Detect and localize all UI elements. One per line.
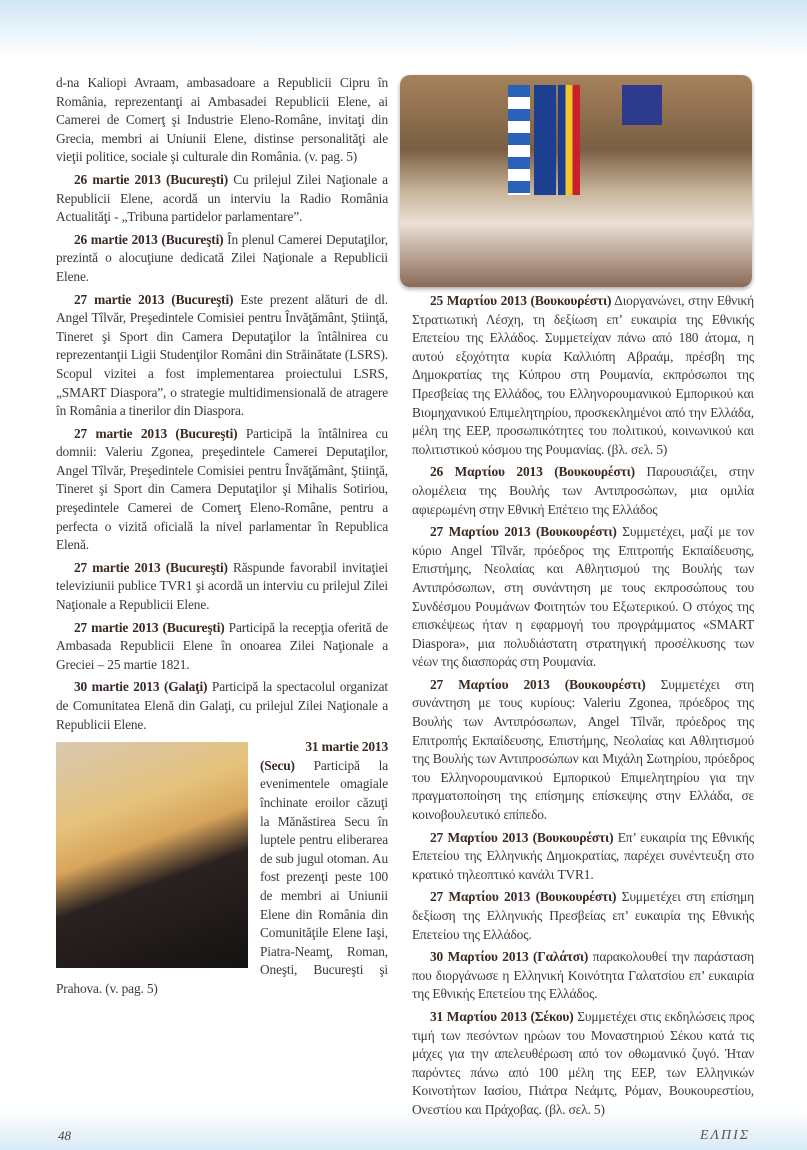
romanian-flag bbox=[558, 85, 580, 195]
entry-text: Επ’ ευκαιρία της Εθνικής Επετείου της Ελληνικής Δημοκρατίας, παρέχει συνέντευξη στο κρατικό τηλεοπτικό κανάλι TVR1. bbox=[412, 829, 754, 882]
entry-date: 27 martie 2013 (Bucureşti) bbox=[74, 291, 234, 307]
photo-bread-offering bbox=[56, 742, 248, 968]
secu-entry bbox=[56, 738, 388, 998]
entry-date: 25 Μαρτίου 2013 (Βουκουρέστι) bbox=[430, 293, 612, 308]
banner bbox=[622, 85, 662, 125]
entry-paragraph bbox=[412, 888, 754, 944]
entry-paragraph bbox=[56, 425, 388, 555]
entry-text: Παρουσιάζει, στην ολομέλεια της Βουλής των Αντιπροσώπων, μια ομιλία αφιερωμένη στην Εθνική Επέτειο της Ελλάδος bbox=[412, 464, 754, 517]
entry-date: 30 Μαρτίου 2013 (Γαλάτσι) bbox=[430, 949, 589, 965]
entry-date: 31 Μαρτίου 2013 (Σέκου) bbox=[430, 1008, 574, 1024]
greek-flag bbox=[508, 85, 530, 195]
entry-date: 27 martie 2013 (Bucureşti) bbox=[74, 619, 225, 635]
entry-paragraph bbox=[56, 619, 388, 675]
entry-date: 27 Μαρτίου 2013 (Βουκουρέστι) bbox=[430, 829, 614, 845]
entry-date: 27 Μαρτίου 2013 (Βουκουρέστι) bbox=[430, 524, 617, 540]
entry-text: Διοργανώνει, στην Εθνική Στρατιωτική Λέσχη, τη δεξίωση επ’ ευκαιρία της Εθνικής Επετείου της Ελλάδος. Συμμετείχαν πάνω από 180 άτομα, η αυτού εξοχότητα κυρία Καλλιόπη Αβραάμ, πρέσβη της Δημοκρατίας της Κύπρου στη Ρουμανία, εκπρόσωποι της Πρεσβείας της Ελλάδος, του Ελληνορουμανικού Εμπορικού και Βιομηχανικού Επιμελητηρίου, προσκεκλημένοι από την Ελλάδα, μέλη της ΕΕΡ, προσωπικότητες του πολιτικού, κοινωνικού και πολιτιστικού κόσμου της Ρουμανίας. (βλ. σελ. 5) bbox=[412, 293, 754, 457]
entry-text: παρακολουθεί την παράσταση που διοργάνωσε η Ελληνική Κοινότητα Γαλατσίου επ’ ευκαιρία της Εθνικής Επετείου της Ελλάδος. bbox=[412, 949, 754, 1002]
header-band bbox=[0, 0, 807, 58]
entry-text: Συμμετέχει στις εκδηλώσεις προς τιμή των πεσόντων ηρώων του Μοναστηριού Σέκου κατά τις μάχες για την απελευθέρωση από τον οθωμανικό ζυγό. Ήταν παρόντες πάνω από 100 μέλη της ΕΕΡ, των Ελληνικών Κοινοτήτων Ιασίου, Πιάτρα Νεάμτς, Ρόμαν, Βουκουρεστίου, Ονεστίου και Πράχοβας. (βλ. σελ. 5) bbox=[412, 1008, 754, 1117]
entry-text: Participă la spectacolul organizat de Comunitatea Elenă din Galaţi, cu prilejul Zilei Naţionale a Republicii Elene. bbox=[56, 679, 388, 732]
entry-paragraph bbox=[56, 678, 388, 734]
entry-text: Participă la recepţia oferită de Ambasada Republicii Elene în onoarea Zilei Naţionale a Greciei – 25 martie 1821. bbox=[56, 619, 388, 672]
entry-text: Participă la întâlnirea cu domnii: Valeriu Zgonea, preşedintele Camerei Deputaţilor, Angel Tîlvăr, Preşedintele Comisiei pentru Învăţământ, Ştiinţă, Tineret şi Sport din Camera Deputaţilor şi Mihalis Sotiriou, preşedintele Camerei de Comerţ Eleno-Române, pentru a perfecta o vizită oficială la nivel parlamentar în Republica Elenă. bbox=[56, 425, 388, 553]
entry-paragraph bbox=[412, 676, 754, 825]
entry-text: Συμμετέχει στη συνάντηση με τους κυρίους: Valeriu Zgonea, πρόεδρος της Βουλής των Αντιπρόσωπων, Angel Tîlvăr, πρόεδρος της Επιτροπής Εκπαίδευσης, Επιστήμης, Νεολαίας και Αθλητισμού της Βουλής των Αντιπροσώπων και Μιχάλη Σωτηρίου, πρόεδρος του Ελληνορουμανικού Εμπορικού Επιμελητηρίου για την πραγματοποίηση της επίσημης επίσκεψης στην Ελλάδα, σε κοινοβουλευτικό επίπεδο. bbox=[412, 676, 754, 823]
entry-text: Răspunde favorabil invitaţiei televiziunii publice TVR1 şi acordă un interviu cu prilejul Zilei Naţionale a Republicii Elene. bbox=[56, 559, 388, 613]
entry-text: Συμμετέχει, μαζί με τον κύριο Angel Tîlvăr, πρόεδρος της Επιτροπής Εκπαίδευσης, Επιστήμης, Νεολαίας και Αθλητισμού της Βουλής των Αντιπρόσωπων, στη συνάντηση με τους εκπροσώπους του Συνδέσμου Ρουμάνων Φοιτητών του Εξωτερικού. Ο στόχος της επισκέψεως ήταν η εφαρμογή του προγράμματος «SMART Diaspora», μια πολυδιάστατη στρατηγική προσέλκυσης των νέων της διασποράς στη Ρουμανία. bbox=[412, 524, 754, 670]
entry-paragraph bbox=[56, 291, 388, 421]
entry-paragraph bbox=[412, 523, 754, 672]
entry-text: Participă la evenimentele omagiale închinate eroilor căzuţi la Mănăstirea Secu în luptele pentru eliberarea de sub jugul otoman. Au fost prezenţi peste 100 de membri ai Uniunii Elene din România din Comunităţile Elene Iaşi, Piatra-Neamţ, Roman, Oneşti, Bucureşti şi Prahova. (v. pag. 5) bbox=[56, 757, 388, 996]
right-column bbox=[412, 292, 754, 1124]
eu-flag bbox=[534, 85, 556, 195]
entry-date: 27 Μαρτίου 2013 (Βουκουρέστι) bbox=[430, 889, 617, 905]
entry-date: 26 martie 2013 (Bucureşti) bbox=[74, 171, 229, 187]
page-number: 48 bbox=[58, 1128, 71, 1143]
entry-date: 27 martie 2013 (Bucureşti) bbox=[74, 559, 228, 575]
entry-paragraph bbox=[56, 559, 388, 615]
entry-text: Cu prilejul Zilei Naţionale a Republicii Elene, acordă un interviu la Radio România Actualităţi - „Tribuna partidelor parlamentare”. bbox=[56, 171, 388, 225]
entry-paragraph bbox=[412, 463, 754, 519]
entry-text: În plenul Camerei Deputaţilor, prezintă o alocuţiune dedicată Zilei Naţionale a Republicii Elene. bbox=[56, 231, 388, 284]
entry-paragraph bbox=[412, 829, 754, 885]
entry-paragraph bbox=[412, 292, 754, 459]
entry-date: 26 martie 2013 (Bucureşti) bbox=[74, 231, 224, 247]
entry-date: 30 martie 2013 (Galaţi) bbox=[74, 679, 208, 695]
entry-place: (Secu) bbox=[260, 757, 295, 773]
entry-paragraph bbox=[56, 231, 388, 287]
entry-text: Este prezent alături de dl. Angel Tîlvăr, Preşedintele Comisiei pentru Învăţământ, Ştiinţă, Tineret şi Sport din Camera Deputaţilor la întâlnirea cu reprezentanţii Ligii Studenţilor Români din Străinătate (LSRS). Scopul vizitei a fost implementarea proiectului LSRS, „SMART Diaspora”, o strategie multidimensională de atragere în România a tinerilor din Diaspora. bbox=[56, 291, 388, 419]
magazine-name: ΕΛΠΙΣ bbox=[700, 1128, 751, 1143]
entry-date: 27 Μαρτίου 2013 (Βουκουρέστι) bbox=[430, 676, 646, 692]
entry-date: 31 martie 2013 bbox=[305, 739, 388, 755]
entry-text: Συμμετέχει στη επίσημη δεξίωση της Ελληνικής Πρεσβείας επ’ ευκαιρία της Εθνικής Επετείου της Ελλάδος. bbox=[412, 889, 754, 942]
entry-paragraph bbox=[412, 948, 754, 1004]
left-column bbox=[56, 74, 388, 1003]
intro-paragraph: d-na Kaliopi Avraam, ambasadoare a Republicii Cipru în România, reprezentanţi ai Ambasadei Republicii Elene, ai Camerei de Comerţ şi Industrie Eleno-Române, invitaţi din Grecia, membri ai Uniunii Elene, distinse personalităţi ale vieţii politice, sociale şi culturale din România. (v. pag. 5) bbox=[56, 75, 388, 165]
entry-paragraph bbox=[412, 1008, 754, 1120]
entry-date: 26 Μαρτίου 2013 (Βουκουρέστι) bbox=[430, 464, 635, 480]
entry-paragraph bbox=[56, 171, 388, 227]
entry-date: 27 martie 2013 (Bucureşti) bbox=[74, 425, 238, 441]
photo-reception bbox=[400, 75, 752, 287]
